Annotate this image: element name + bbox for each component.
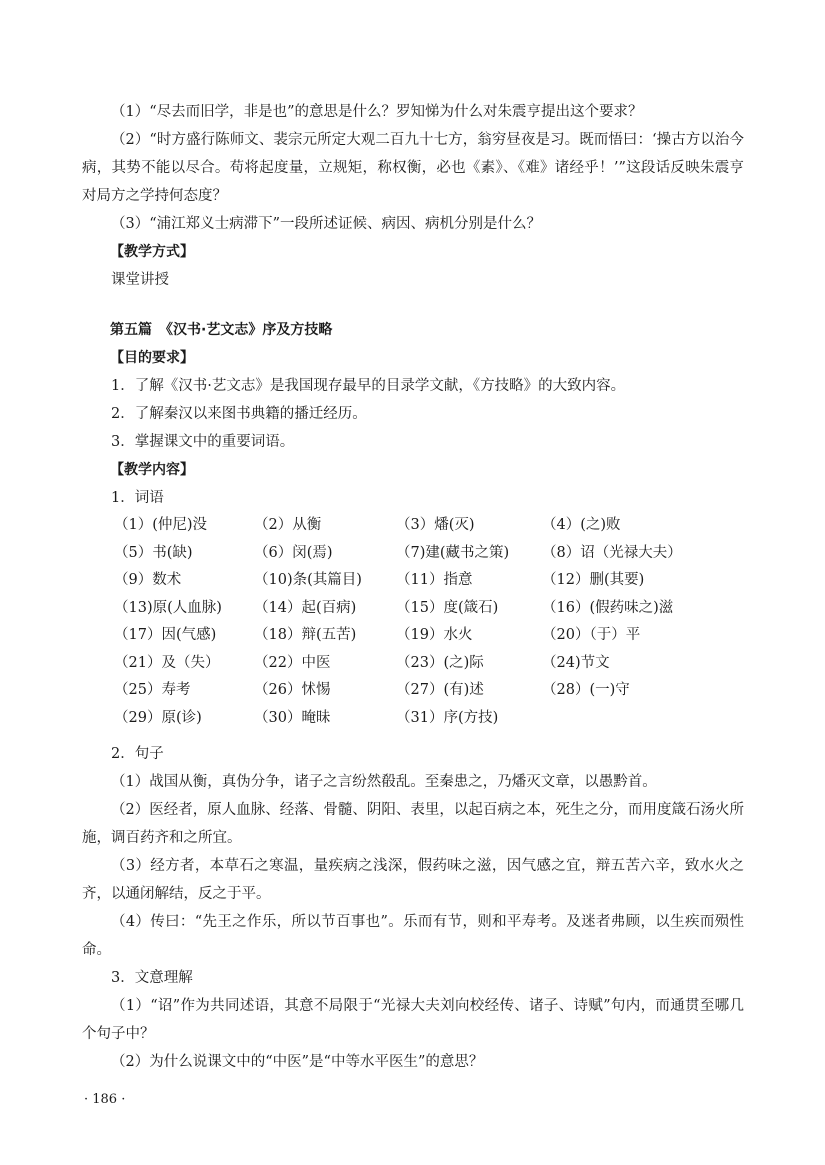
goals-heading: 【目的要求】: [110, 350, 194, 366]
goal-item: 3．掌握课文中的重要词语。: [111, 434, 295, 450]
question-1: （1）“尽去而旧学，非是也”的意思是什么？罗知悌为什么对朱震亨提出这个要求？: [111, 104, 643, 120]
vocab-item: （22）中医: [254, 654, 331, 671]
sentence-item: （4）传曰：“先王之作乐，所以节百事也”。乐而有节，则和平寿考。及迷者弗顾，以生疾而殒性命。: [82, 914, 744, 958]
comprehension-heading: 3．文意理解: [111, 970, 193, 986]
vocab-item: （25）寿考: [114, 682, 191, 698]
vocab-item: （19）水火: [396, 627, 473, 643]
vocab-item: （24)节文: [542, 654, 610, 671]
chapter-title: 第五篇 《汉书·艺文志》序及方技略: [110, 322, 333, 338]
vocab-item: （23）(之)际: [396, 654, 484, 671]
goal-item: 2．了解秦汉以来图书典籍的播迁经历。: [111, 406, 367, 422]
goal-item: 1．了解《汉书·艺文志》是我国现存最早的目录学文献，《方技略》的大致内容。: [111, 378, 626, 394]
vocab-item: （15）度(箴石): [396, 599, 499, 616]
page-number: · 186 ·: [84, 1092, 126, 1107]
vocab-item: （11）指意: [396, 572, 473, 588]
vocab-item: （21）及（失）: [114, 654, 220, 671]
vocab-item: （1）(仲尼)没: [114, 517, 208, 533]
content-heading: 【教学内容】: [110, 462, 194, 478]
teaching-method-heading: 【教学方式】: [110, 244, 194, 260]
vocab-item: （10)条(其篇目): [254, 572, 362, 588]
vocab-item: （30）晻昧: [254, 709, 331, 726]
vocab-grid: [82, 512, 744, 732]
vocab-heading: 1．词语: [111, 490, 164, 506]
teaching-method-text: 课堂讲授: [111, 272, 169, 288]
vocab-item: （9）数术: [114, 572, 182, 588]
vocab-item: （6）闵(焉): [254, 544, 333, 561]
vocab-item: （18）辩(五苦): [254, 627, 357, 643]
vocab-item: （27）(有)述: [396, 682, 484, 698]
vocab-item: （3）燔(灭): [396, 517, 475, 533]
vocab-item: （4）(之)败: [542, 517, 621, 533]
vocab-item: （16）(假药味之)滋: [542, 599, 674, 616]
sentence-item: （1）战国从衡，真伪分争，诸子之言纷然殽乱。至秦患之，乃燔灭文章，以愚黔首。: [111, 774, 657, 790]
vocab-item: （20）（于）平: [542, 627, 641, 643]
vocab-item: （14）起(百病): [254, 599, 357, 616]
vocab-item: （5）书(缺): [114, 544, 193, 561]
question-3: （3）“浦江郑义士病滞下”一段所述证候、病因、病机分别是什么？: [111, 216, 542, 232]
vocab-item: （31）序(方技): [396, 709, 499, 726]
vocab-item: （7)建(藏书之策): [396, 544, 510, 561]
vocab-item: （28）(一)守: [542, 682, 630, 698]
sentence-item: （3）经方者，本草石之寒温，量疾病之浅深，假药味之滋，因气感之宜，辩五苦六辛，致水火之齐，以通闭解结，反之于平。: [82, 858, 744, 902]
comprehension-item: （2）为什么说课文中的“中医”是“中等水平医生”的意思？: [111, 1054, 484, 1070]
vocab-item: （8）诏（光禄大夫）: [542, 544, 682, 561]
sentence-item: （2）医经者，原人血脉、经落、骨髓、阴阳、表里，以起百病之本，死生之分，而用度箴石汤火所施，调百药齐和之所宜。: [82, 802, 744, 846]
vocab-item: （2）从衡: [254, 517, 322, 533]
vocab-item: （12）删(其要): [542, 572, 645, 588]
vocab-item: （26）怵惕: [254, 682, 331, 698]
question-2: （2）“时方盛行陈师文、裴宗元所定大观二百九十七方，翁穷昼夜是习。既而悟曰：‘操古方以治今病，其势不能以尽合。苟将起度量，立规矩，称权衡，必也《素》、《难》诸经乎！’”这段话反映朱震亨对局方之学持何态度？: [82, 132, 744, 204]
page-body: [82, 98, 744, 1076]
vocab-item: （13)原(人血脉): [114, 599, 222, 616]
vocab-item: （29）原(诊): [114, 709, 202, 726]
sentences-heading: 2．句子: [111, 746, 164, 762]
vocab-item: （17）因(气感): [114, 627, 217, 643]
comprehension-item: （1）“诏”作为共同述语，其意不局限于“光禄大夫刘向校经传、诸子、诗赋”句内，而通贯至哪几个句子中？: [82, 998, 744, 1042]
